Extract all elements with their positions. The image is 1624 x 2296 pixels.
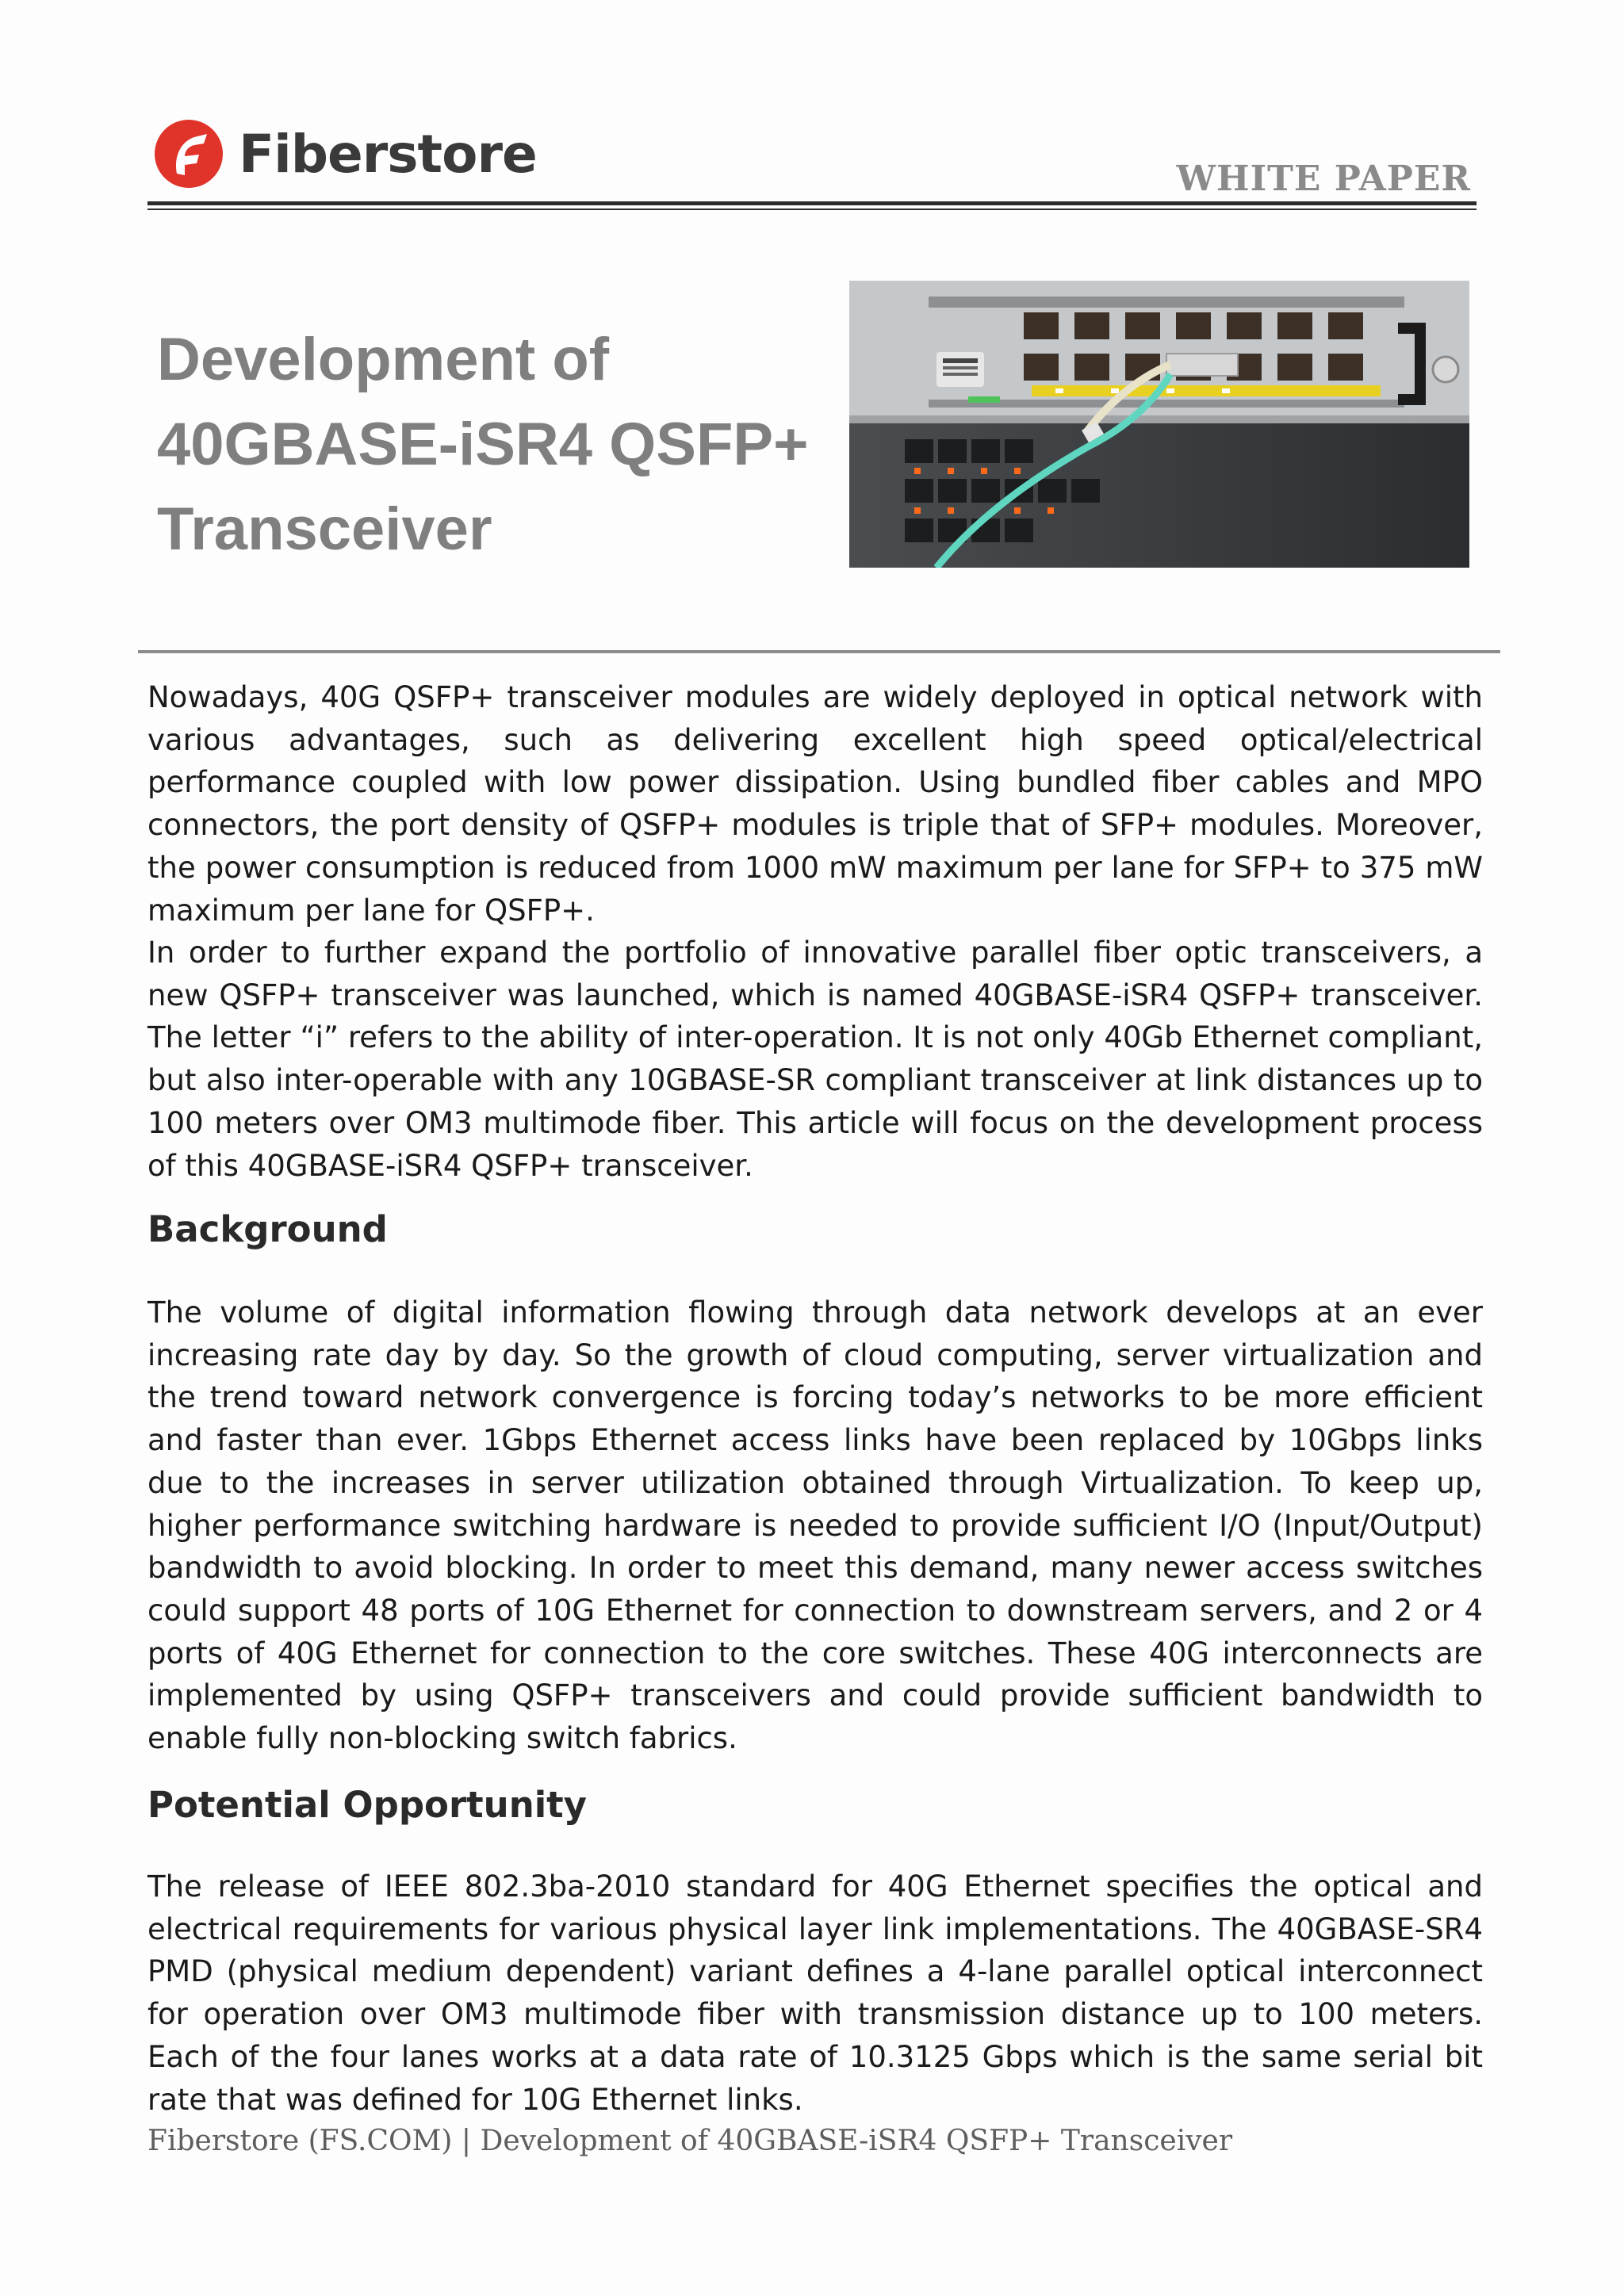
- title-line-2: 40GBASE-iSR4 QSFP+: [157, 411, 809, 478]
- header-rule-thin: [147, 209, 1477, 210]
- potential-opportunity-paragraph: The release of IEEE 802.3ba-2010 standard for 40G Ethernet specifies the optical and electrical requirements for various physical layer link implementations. The 40GBASE-SR4 PMD (physical medium dependent) variant defines a 4-lane parallel optical interconnect for operation over OM3 multimode fiber with transmission distance up to 100 meters. Each of the four lanes works at a data rate of 10.3125 Gbps which is the same serial bit rate that was defined for 10G Ethernet links.: [147, 1869, 1483, 2117]
- page-footer: Fiberstore (FS.COM) | Development of 40GBASE-iSR4 QSFP+ Transceiver: [147, 2125, 1233, 2157]
- document-type-label: WHITE PAPER: [1176, 159, 1471, 199]
- intro-paragraph-1: Nowadays, 40G QSFP+ transceiver modules are widely deployed in optical network with various advantages, such as delivering excellent high speed optical/electrical performance coupled with low power dissipation. Using bundled fiber cables and MPO connectors, the port density of QSFP+ modules is triple that of SFP+ modules. Moreover, the power consumption is reduced from 1000 mW maximum per lane for SFP+ to 375 mW maximum per lane for QSFP+.: [147, 680, 1483, 928]
- header-rule: [147, 201, 1477, 205]
- brand-logo: [153, 117, 537, 190]
- title-line-1: Development of: [157, 326, 610, 393]
- section-divider: [138, 650, 1500, 653]
- intro-paragraph-2: In order to further expand the portfolio of innovative parallel fiber optic transceivers, a new QSFP+ transceiver was launched, which is named 40GBASE-iSR4 QSFP+ transceiver. The letter “i” refers to the ability of inter-operation. It is not only 40Gb Ethernet compliant, but also inter-operable with any 10GBASE-SR compliant transceiver at link distances up to 100 meters over OM3 multimode fiber. This article will focus on the development process of this 40GBASE-iSR4 QSFP+ transceiver.: [147, 936, 1483, 1183]
- switch-with-qsfp-transceiver-photo: [849, 281, 1469, 568]
- title-line-3: Transceiver: [157, 496, 492, 563]
- background-paragraph: The volume of digital information flowing through data network develops at an ever increasing rate day by day. So the growth of cloud computing, server virtualization and the trend toward network convergence is forcing today’s networks to be more efficient and faster than ever. 1Gbps Ethernet access links have been replaced by 10Gbps links due to the increases in server utilization obtained through Virtualization. To keep up, higher performance switching hardware is needed to provide sufficient I/O (Input/Output) bandwidth to avoid blocking. In order to meet this demand, many newer access switches could support 48 ports of 10G Ethernet for connection to downstream servers, and 2 or 4 ports of 40G Ethernet for connection to the core switches. These 40G interconnects are implemented by using QSFP+ transceivers and could provide sufficient bandwidth to enable fully non-blocking switch fabrics.: [147, 1295, 1483, 1756]
- section-heading-potential-opportunity: Potential Opportunity: [147, 1784, 587, 1826]
- page-title: [157, 317, 855, 572]
- fiberstore-logo-icon: [153, 118, 224, 189]
- brand-name: Fiberstore: [239, 123, 537, 185]
- section-heading-background: Background: [147, 1208, 388, 1250]
